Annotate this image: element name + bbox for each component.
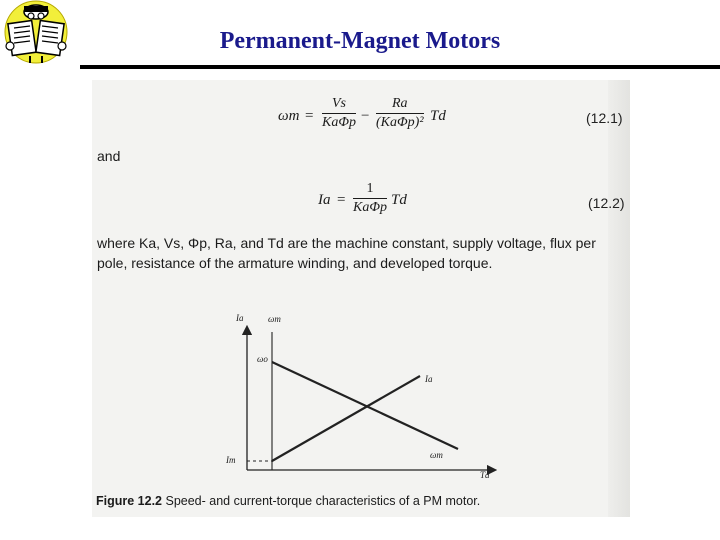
eq2-den: KaΦp (353, 200, 387, 216)
current-torque-line (272, 376, 420, 461)
curve-speed-label: ωm (430, 450, 443, 460)
eq1-num1: Vs (332, 96, 346, 111)
eq1-lhs: ωm (278, 108, 300, 124)
y-label-current: Ia (236, 313, 244, 323)
eq1-den2: (KaΦp)² (376, 115, 424, 131)
x-label-torque: Td (480, 470, 490, 480)
tick-min-current: Im (226, 455, 236, 465)
caption-label: Figure 12.2 (96, 494, 162, 508)
eq1-equals: = (305, 108, 314, 124)
figure-caption (96, 494, 480, 508)
paragraph-line-1: where Ka, Vs, Φp, Ra, and Td are the machine constant, supply voltage, flux per (97, 235, 596, 251)
caption-text: Speed- and current-torque characteristics of a PM motor. (165, 494, 481, 508)
eq2-lhs: Ia (318, 192, 331, 208)
eq1-minus: − (361, 108, 370, 124)
eq2-equals: = (337, 192, 346, 208)
eq2-number: (12.2) (588, 195, 625, 211)
paragraph-line-2: pole, resistance of the armature winding, and developed torque. (97, 255, 493, 271)
tick-no-load-speed: ωo (257, 354, 268, 364)
eq2-num: 1 (366, 181, 374, 196)
slide-title: Permanent-Magnet Motors (219, 28, 501, 54)
eq1-den1: KaΦp (322, 115, 356, 131)
eq1-number: (12.1) (586, 110, 623, 126)
eq2-term: Td (391, 192, 407, 208)
curve-current-label: Ia (425, 374, 433, 384)
eq1-term: Td (430, 108, 446, 124)
eq1-num2: Ra (391, 96, 408, 111)
connector-word: and (97, 148, 121, 164)
y-label-speed: ωm (268, 314, 281, 324)
